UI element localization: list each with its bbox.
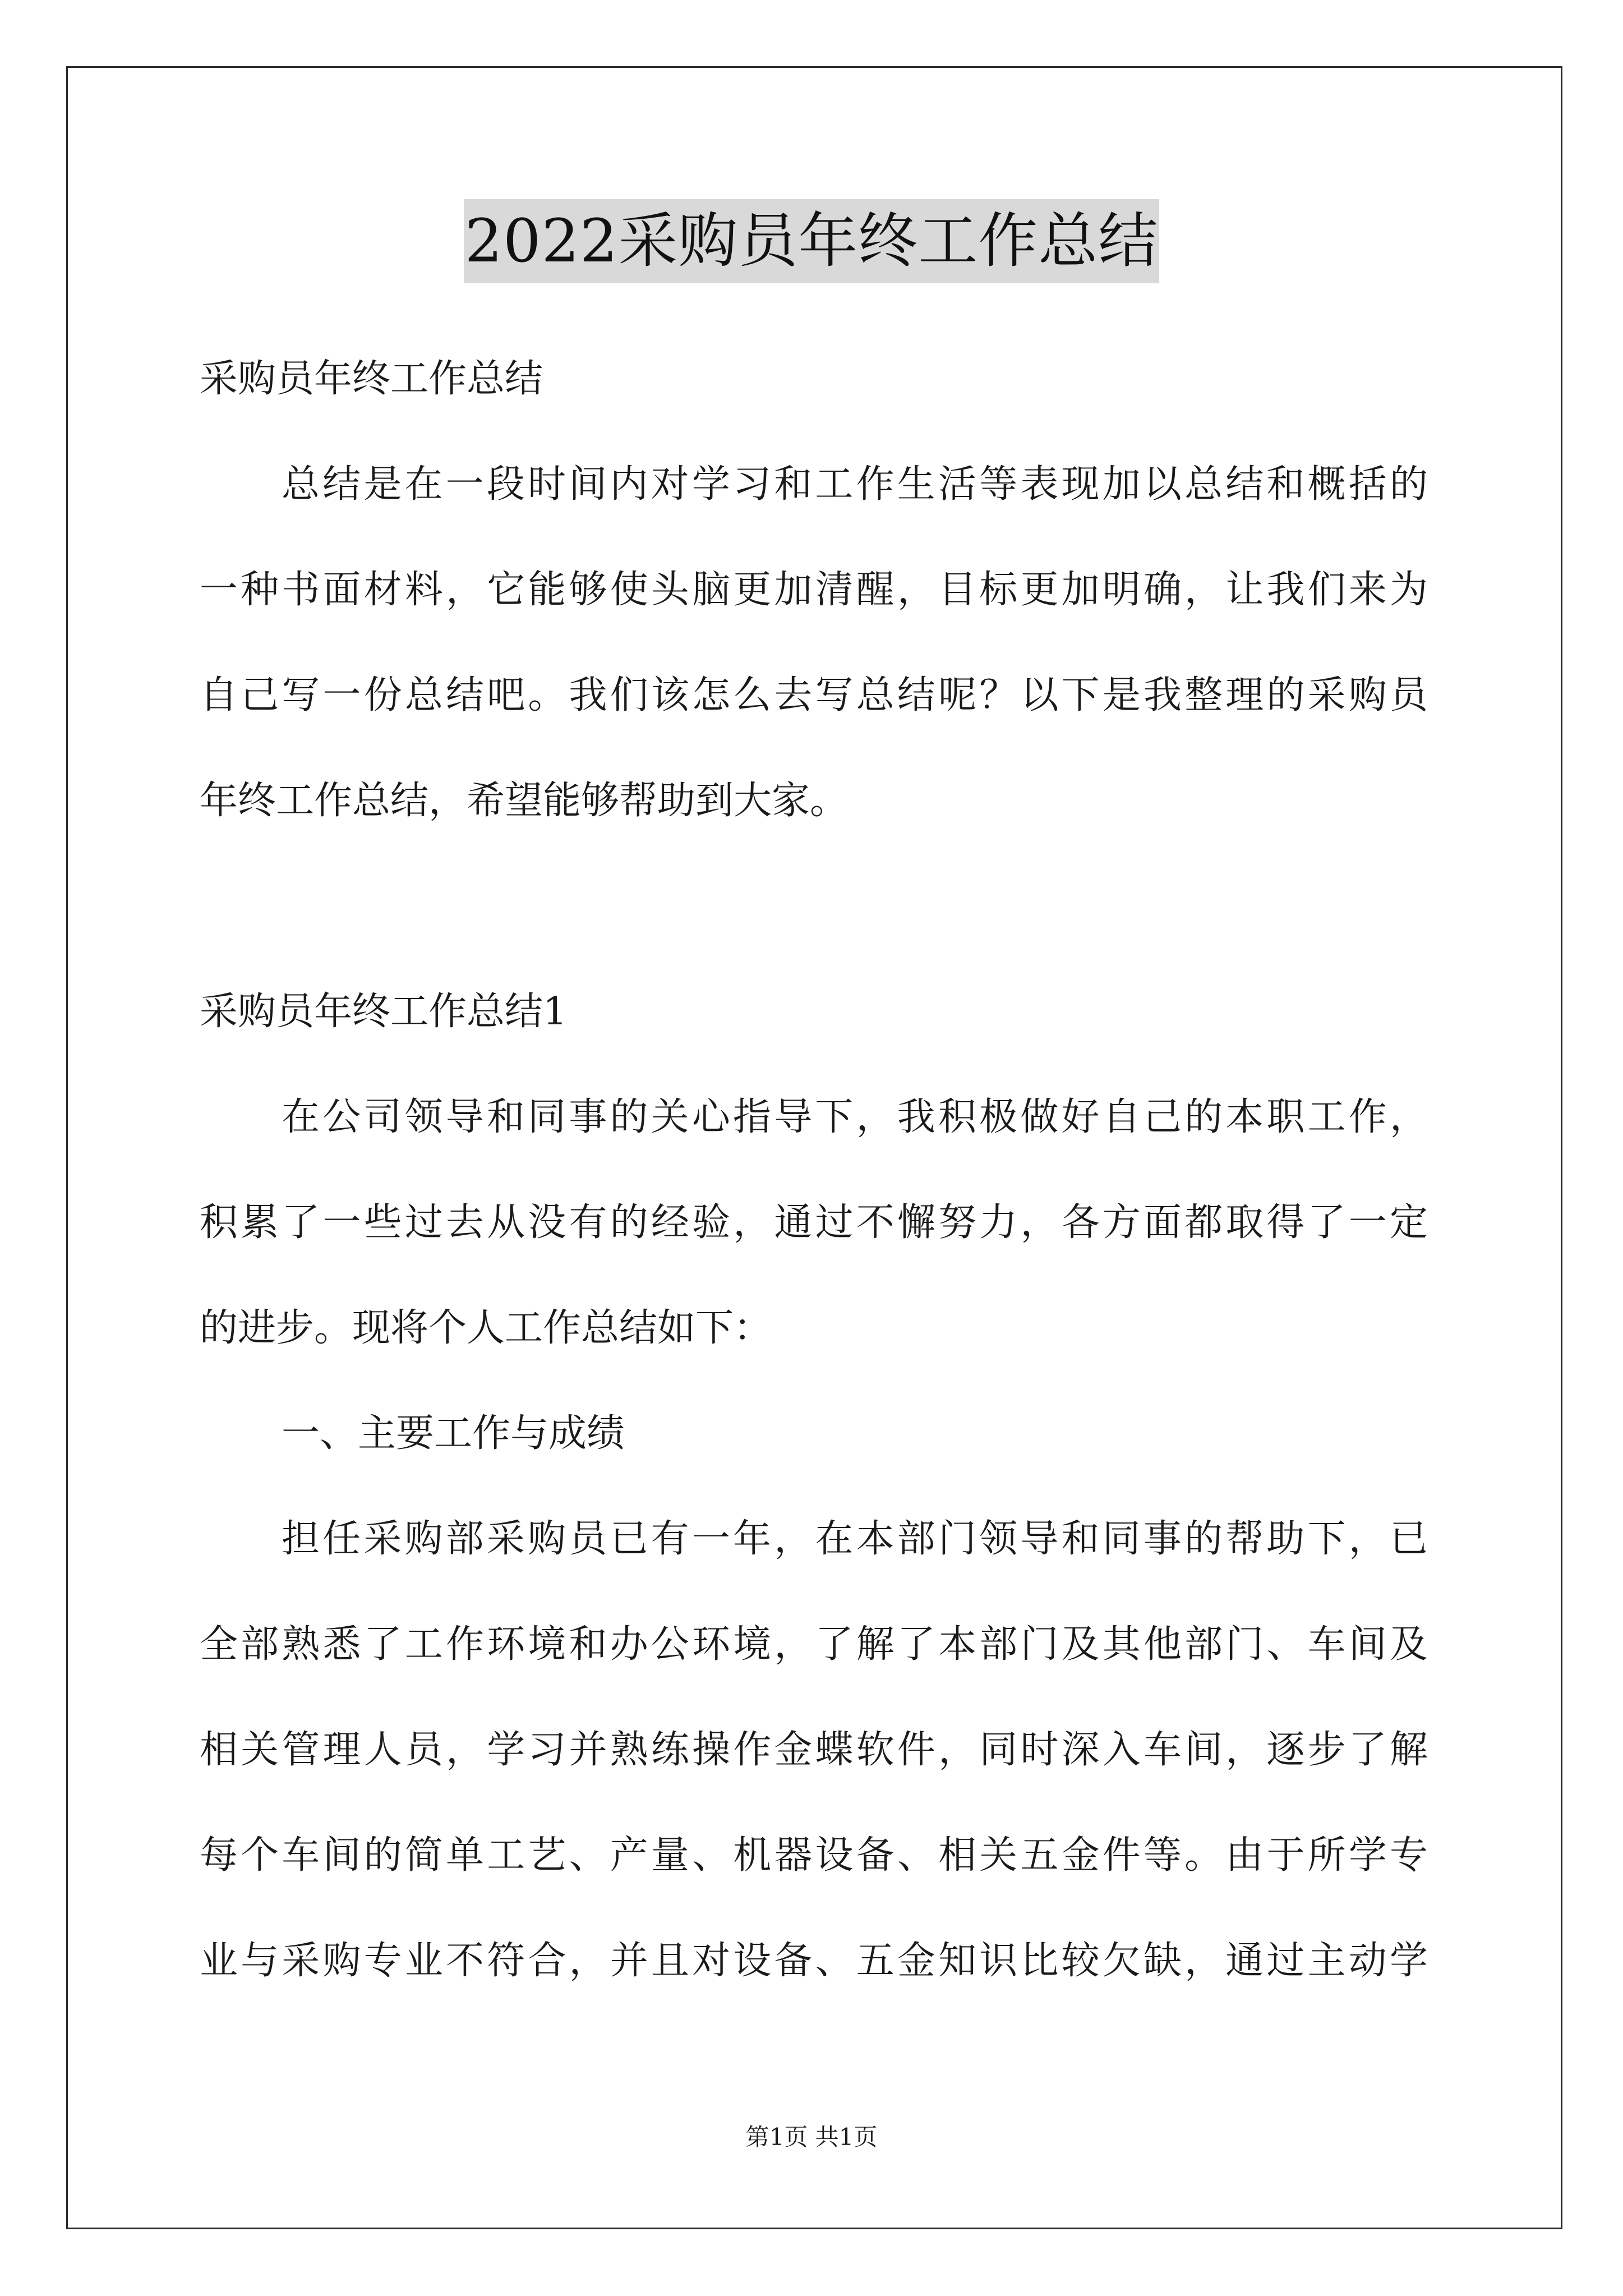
intro-line: 年终工作总结，希望能够帮助到大家。 (200, 779, 849, 823)
paragraph-line: 积累了一些过去从没有的经验，通过不懈努力，各方面都取得了一定 (200, 1200, 1428, 1245)
intro-line: 总结是在一段时间内对学习和工作生活等表现加以总结和概括的 (282, 462, 1428, 507)
paragraph-line: 在公司领导和同事的关心指导下，我积极做好自己的本职工作， (282, 1095, 1428, 1139)
page-footer: 第1页 共1页 (745, 2123, 878, 2151)
intro-line: 自己写一份总结吧。我们该怎么去写总结呢？以下是我整理的采购员 (200, 673, 1428, 717)
title-container (0, 199, 1623, 283)
paragraph-line: 全部熟悉了工作环境和办公环境，了解了本部门及其他部门、车间及 (200, 1622, 1428, 1667)
subtitle: 采购员年终工作总结 (200, 357, 543, 401)
paragraph-line: 业与采购专业不符合，并且对设备、五金知识比较欠缺，通过主动学 (200, 1939, 1428, 1983)
paragraph-line: 每个车间的简单工艺、产量、机器设备、相关五金件等。由于所学专 (200, 1833, 1428, 1878)
paragraph-line: 的进步。现将个人工作总结如下： (200, 1306, 772, 1350)
intro-line: 一种书面材料，它能够使头脑更加清醒，目标更加明确，让我们来为 (200, 568, 1428, 612)
paragraph-line: 担任采购部采购员已有一年，在本部门领导和同事的帮助下，已 (282, 1517, 1428, 1561)
paragraph-line: 相关管理人员，学习并熟练操作金蝶软件，同时深入车间，逐步了解 (200, 1728, 1428, 1772)
subheading: 一、主要工作与成绩 (282, 1411, 625, 1456)
document-title: 2022采购员年终工作总结 (464, 199, 1160, 283)
section-heading: 采购员年终工作总结1 (200, 990, 568, 1034)
